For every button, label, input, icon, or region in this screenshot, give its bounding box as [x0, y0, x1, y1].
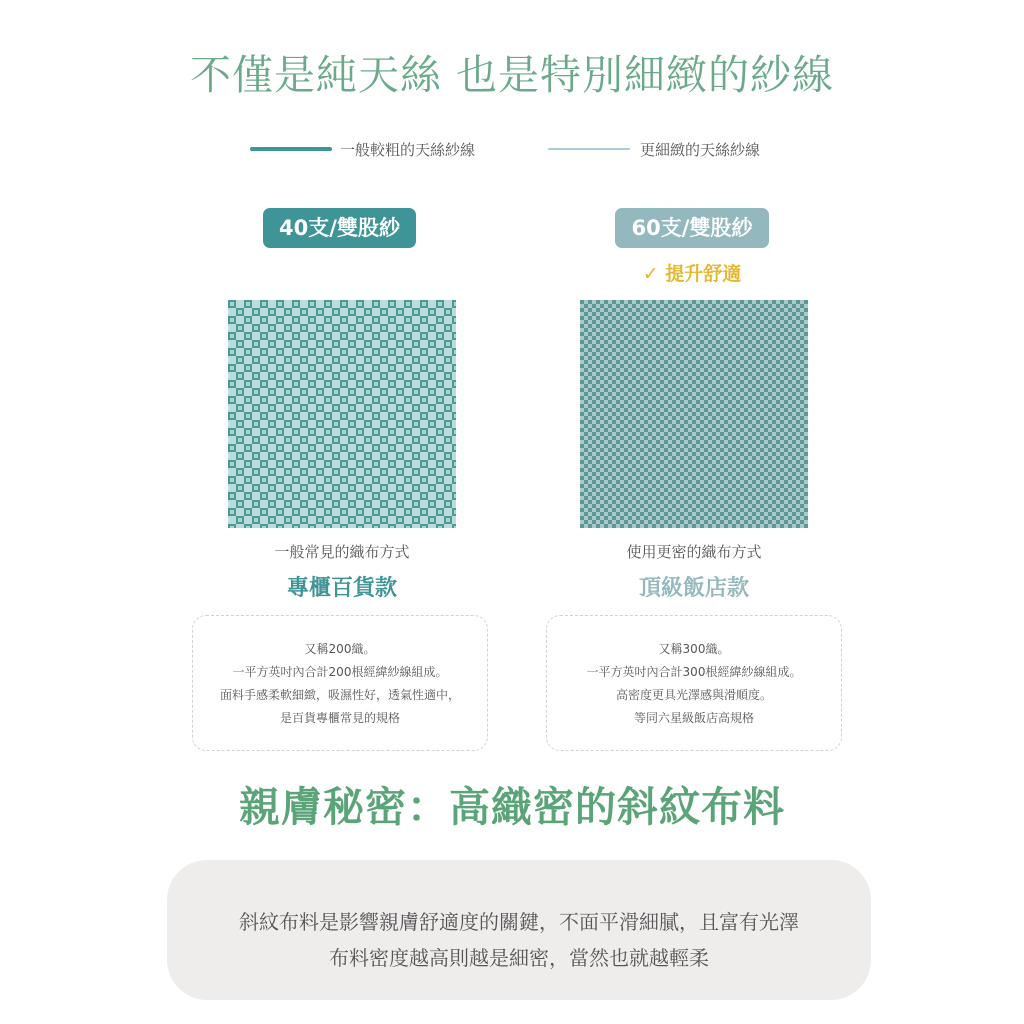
left-card-line: 是百貨專櫃常見的規格	[279, 711, 400, 725]
legend-thick-line	[250, 147, 332, 151]
legend-fine-label: 更細緻的天絲紗線	[640, 141, 761, 159]
coarse-weave-swatch	[228, 300, 456, 528]
right-caption: 使用更密的織布方式	[626, 543, 762, 561]
summary-line: 斜紋布料是影響親膚舒適度的關鍵，不面平滑細膩，且富有光澤	[239, 910, 799, 934]
summary-box	[167, 860, 871, 1000]
left-card-line: 一平方英吋內合計200根經緯紗線組成。	[232, 665, 448, 679]
left-card-line: 面料手感柔軟細緻，吸濕性好，透氣性適中，	[219, 688, 460, 702]
legend-fine-line	[548, 148, 630, 150]
left-spec-card	[192, 615, 488, 751]
right-card-line: 等同六星級飯店高規格	[633, 711, 754, 725]
legend-thick-label: 一般較粗的天絲紗線	[340, 141, 476, 159]
fine-weave-swatch	[580, 300, 808, 528]
sub-headline: 親膚秘密：高織密的斜紋布料	[239, 783, 785, 831]
headline: 不僅是純天絲 也是特別細緻的紗線	[189, 51, 835, 99]
boost-comfort: ✓ 提升舒適	[642, 263, 742, 285]
badge-40: 40支/雙股紗	[263, 208, 416, 248]
left-caption: 一般常見的織布方式	[274, 543, 410, 561]
summary-line: 布料密度越高則越是細密，當然也就越輕柔	[329, 946, 709, 970]
right-card-line: 高密度更具光澤感與滑順度。	[615, 688, 772, 702]
left-tier: 專櫃百貨款	[286, 576, 397, 601]
right-spec-card	[546, 615, 842, 751]
left-card-line: 又稱200織。	[304, 642, 376, 656]
right-card-line: 又稱300織。	[658, 642, 730, 656]
right-card-line: 一平方英吋內合計300根經緯紗線組成。	[586, 665, 802, 679]
right-tier: 頂級飯店款	[638, 576, 749, 601]
badge-60: 60支/雙股紗	[615, 208, 769, 248]
